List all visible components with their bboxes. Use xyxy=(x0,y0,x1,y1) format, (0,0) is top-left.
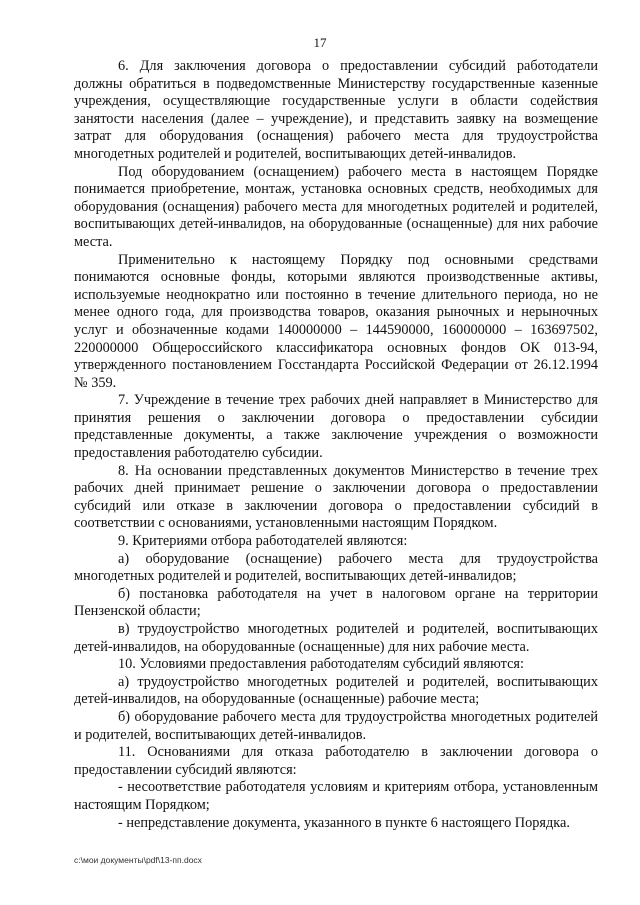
paragraph-8: 8. На основании представленных документов Министерство в течение трех рабочих дней принимает решение о заключении договора о предоставлении субсидий или отказе в заключении договора о предоставлении субсидий в соответствии с основаниями, установленными настоящим Порядком. xyxy=(74,462,598,532)
paragraph-fixed-assets-definition: Применительно к настоящему Порядку под основными средствами понимаются основные фонды, которыми являются производственные активы, используемые неоднократно или постоянно в течение длительного периода, но не менее одного года, для производства товаров, оказания рыночных и нерыночных услуг и обозначенные кодами 140000000 – 144590000, 160000000 – 163697502, 220000000 Общероссийского классификатора основных фондов ОК 013-94, утвержденного постановлением Госстандарта Российской Федерации от 26.12.1994 № 359. xyxy=(74,251,598,391)
list-item: б) постановка работодателя на учет в налоговом органе на территории Пензенской области; xyxy=(74,585,598,620)
list-item: б) оборудование рабочего места для трудоустройства многодетных родителей и родителей, воспитывающих детей-инвалидов. xyxy=(74,708,598,743)
paragraph-10: 10. Условиями предоставления работодателям субсидий являются: xyxy=(118,656,524,673)
list-item: - непредставление документа, указанного в пункте 6 настоящего Порядка. xyxy=(118,814,570,831)
footer-file-path: c:\мои документы\pdf\13-пп.docx xyxy=(74,855,202,865)
paragraph-7: 7. Учреждение в течение трех рабочих дней направляет в Министерство для принятия решения о заключении договора о предоставлении субсидии представленные документы, а также заключение учреждения о возможности предоставления работодателю субсидии. xyxy=(74,392,598,462)
list-item: а) трудоустройство многодетных родителей и родителей, воспитывающих детей-инвалидов, на оборудованные (оснащенные) рабочие места; xyxy=(74,673,598,708)
page-number: 17 xyxy=(313,35,327,50)
paragraph-equipment-definition: Под оборудованием (оснащением) рабочего места в настоящем Порядке понимается приобретение, монтаж, установка основных средств, необходимых для оборудования (оснащения) рабочего места для многодетных родителей и родителей, воспитывающих детей-инвалидов, на оборудованные (оснащенные) для них рабочие места. xyxy=(74,163,598,250)
list-item: - несоответствие работодателя условиям и критериям отбора, установленным настоящим Порядком; xyxy=(74,779,598,813)
list-item: а) оборудование (оснащение) рабочего места для трудоустройства многодетных родителей и родителей, воспитывающих детей-инвалидов; xyxy=(74,550,598,585)
document-body xyxy=(74,58,598,832)
paragraph-11: 11. Основаниями для отказа работодателю в заключении договора о предоставлении субсидий являются: xyxy=(74,744,598,778)
paragraph-9: 9. Критериями отбора работодателей являются: xyxy=(118,533,408,550)
list-item: в) трудоустройство многодетных родителей и родителей, воспитывающих детей-инвалидов, на оборудованные (оснащенные) для них рабочие места. xyxy=(74,621,598,655)
paragraph-6: 6. Для заключения договора о предоставлении субсидий работодатели должны обратиться в подведомственные Министерству государственные казенные учреждения, осуществляющие государственные услуги в области содействия занятости населения (далее – учреждение), и представить заявку на возмещение затрат для оборудования (оснащения) рабочего места для трудоустройства многодетных родителей и родителей, воспитывающих детей-инвалидов. xyxy=(74,58,598,162)
